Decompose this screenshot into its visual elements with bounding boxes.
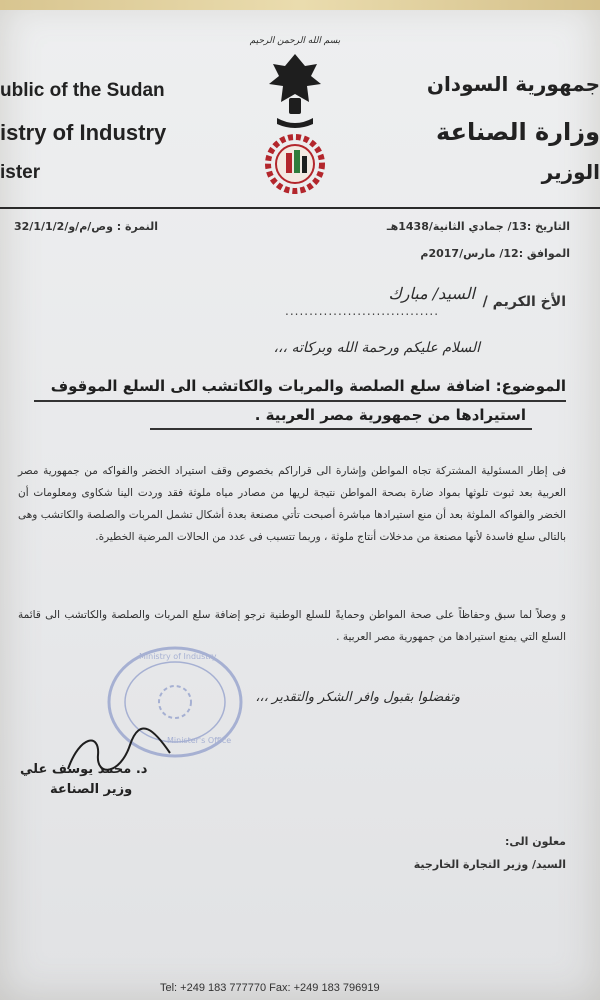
recipient-label: الأخ الكريم / <box>482 294 566 310</box>
letterhead-arabic-line-3: الوزير <box>541 160 600 184</box>
footer-contact: Tel: +249 183 777770 Fax: +249 183 796919 <box>160 982 380 994</box>
emblem-basmala: بسم الله الرحمن الرحيم <box>249 36 341 46</box>
state-emblem <box>249 36 341 196</box>
date-hijri: التاريخ :13/ جمادي الثانية/1438هـ <box>386 220 570 233</box>
letterhead-arabic-line-1: جمهورية السودان <box>426 72 600 96</box>
stamp-office: Minister's Office <box>167 736 232 745</box>
letterhead-english-line-2: istry of Industry <box>0 120 167 145</box>
desk-edge <box>0 0 600 10</box>
recipient-dotted-line: ................................ <box>285 304 440 318</box>
letterhead-english-line-1: ublic of the Sudan <box>0 80 165 101</box>
date-gregorian: الموافق :12/ مارس/2017م <box>420 247 570 260</box>
subject-line-2: استيرادها من جمهورية مصر العربية . <box>254 406 526 424</box>
stamp-text: Ministry of Industry <box>139 652 217 661</box>
signatory-title: وزير الصناعة <box>50 782 133 797</box>
subject-underline-1 <box>34 400 566 402</box>
cc-entry: السيد/ وزير التجارة الخارجية <box>413 858 566 871</box>
signatory-name: د. محمد يوسف علي <box>20 762 148 777</box>
greeting: السلام عليكم ورحمة الله وبركاته ،،، <box>273 340 480 356</box>
header-divider <box>0 207 600 209</box>
reference-number: النمرة : وص/م/و/32/1/1/2 <box>14 220 159 233</box>
industry-gear-icon <box>268 137 322 191</box>
closing-line: وتفضلوا بقبول وافر الشكر والتقدير ،،، <box>255 690 460 705</box>
letterhead-english-line-3: ister <box>0 162 41 183</box>
cc-label: معلون الى: <box>504 835 566 848</box>
letterhead-arabic-line-2: وزارة الصناعة <box>436 118 600 146</box>
body-paragraph-2: و وصلاً لما سبق وحفاظاً على صحة المواطن وحمايةً للسلع الوطنية نرجو إضافة سلع المربات والصلصة والكاتشب الى قائمة السلع التي يمنع استيرادها من جمهورية مصر العربية . <box>18 609 566 643</box>
secretary-bird-icon <box>255 36 335 196</box>
subject-underline-2 <box>150 428 532 430</box>
body-paragraph-1: فى إطار المسئولية المشتركة تجاه المواطن وإشارة الى قراراكم بخصوص وقف استيراد الخضر والفواكه من جمهورية مصر العربية بعد ثبوت تلوثها بمواد ضارة بصحة المواطن نتيجة لريها من مصادر مياه ملوثة فقد وردت الينا شكاوى ومعلومات أن الخضر والفواكه الملوثة بعد أن منع استيرادها مباشرة أصبحت تأتي مصنعة بعدة أشكال تشمل المربات والصلصة والكاتشب وهى بالتالى سلع فاسدة لأنها مصنعة من مدخلات أنتاج ملوثة ، وربما تتسبب فى عدد من الحالات المرضية الخطيرة. <box>18 465 566 543</box>
subject-line-1: الموضوع: اضافة سلع الصلصة والمربات والكاتشب الى السلع الموقوف <box>50 377 566 395</box>
recipient-handwritten-name: السيد/ مبارك <box>388 284 475 303</box>
